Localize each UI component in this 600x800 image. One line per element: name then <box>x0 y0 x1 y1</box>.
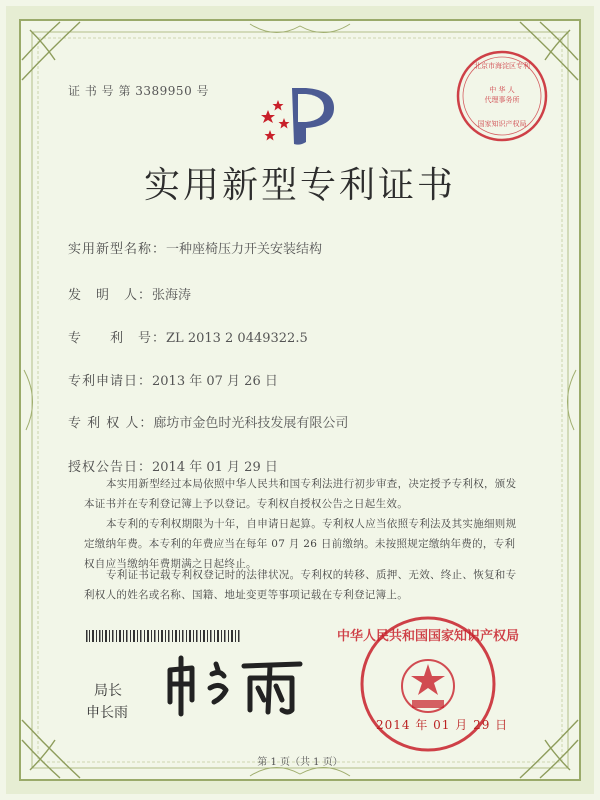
patentee-value: 廊坊市金色时光科技发展有限公司 <box>153 416 349 431</box>
utility-model-name-field <box>68 238 322 257</box>
patent-number-label: 专 利 号： <box>68 331 167 346</box>
svg-text:中 华 人: 中 华 人 <box>489 86 515 94</box>
svg-text:国家知识产权局: 国家知识产权局 <box>477 120 527 128</box>
grant-announcement-date-field <box>68 456 278 475</box>
application-date-value: 2013 年 07 月 26 日 <box>152 374 278 389</box>
patent-number-value: ZL 2013 2 0449322.5 <box>166 331 308 346</box>
seal-date: 2014 年 01 月 29 日 <box>376 718 509 732</box>
grant-announcement-date-label: 授权公告日： <box>68 460 153 475</box>
certificate-title: 实用新型专利证书 <box>143 165 456 206</box>
application-date-label: 专利申请日： <box>68 374 153 389</box>
inventor-field <box>68 284 191 303</box>
inventor-label: 发 明 人： <box>68 288 153 303</box>
agency-seal-small <box>452 46 552 146</box>
inventor-value: 张海涛 <box>152 288 192 303</box>
patentee-field <box>68 412 348 431</box>
grant-announcement-date-value: 2014 年 01 月 29 日 <box>152 460 278 475</box>
body-paragraph-1 <box>84 474 524 514</box>
handwritten-signature <box>160 652 310 722</box>
barcode <box>86 630 240 642</box>
svg-text:中华人民共和国国家知识产权局: 中华人民共和国国家知识产权局 <box>336 629 520 644</box>
svg-text:北京市海淀区专利: 北京市海淀区专利 <box>474 62 530 70</box>
svg-text:代理事务所: 代理事务所 <box>484 96 520 104</box>
body-paragraph-3 <box>84 565 524 605</box>
national-ipo-seal <box>336 614 520 754</box>
patentee-label: 专 利 权 人： <box>68 416 154 431</box>
sipo-logo-icon <box>254 82 344 152</box>
signatory-name: 申长雨 <box>86 705 128 721</box>
body-paragraph-1-text: 本实用新型经过本局依照中华人民共和国专利法进行初步审查，决定授予专利权，颁发本证书并在专利登记簿上予以登记。专利权自授权公告之日起生效。 <box>84 478 517 510</box>
signatory-role: 局长 <box>94 683 122 699</box>
utility-model-name-label: 实用新型名称： <box>68 242 167 257</box>
patent-number-field <box>68 327 308 346</box>
page-number: 第 1 页（共 1 页） <box>257 757 343 768</box>
body-paragraph-3-text: 专利证书记载专利权登记时的法律状况。专利权的转移、质押、无效、终止、恢复和专利权人的姓名或名称、国籍、地址变更等事项记载在专利登记簿上。 <box>84 569 517 601</box>
application-date-field <box>68 370 278 389</box>
utility-model-name-value: 一种座椅压力开关安装结构 <box>166 242 323 257</box>
body-paragraph-2-text: 本专利的专利权期限为十年，自申请日起算。专利权人应当依照专利法及其实施细则规定缴纳年费。本专利的年费应当在每年 07 月 26 日前缴纳。未按照规定缴纳年费的，专利权自应当缴纳年费期满之日起终止。 <box>84 518 517 570</box>
certificate-number: 证 书 号 第 3389950 号 <box>68 84 210 98</box>
